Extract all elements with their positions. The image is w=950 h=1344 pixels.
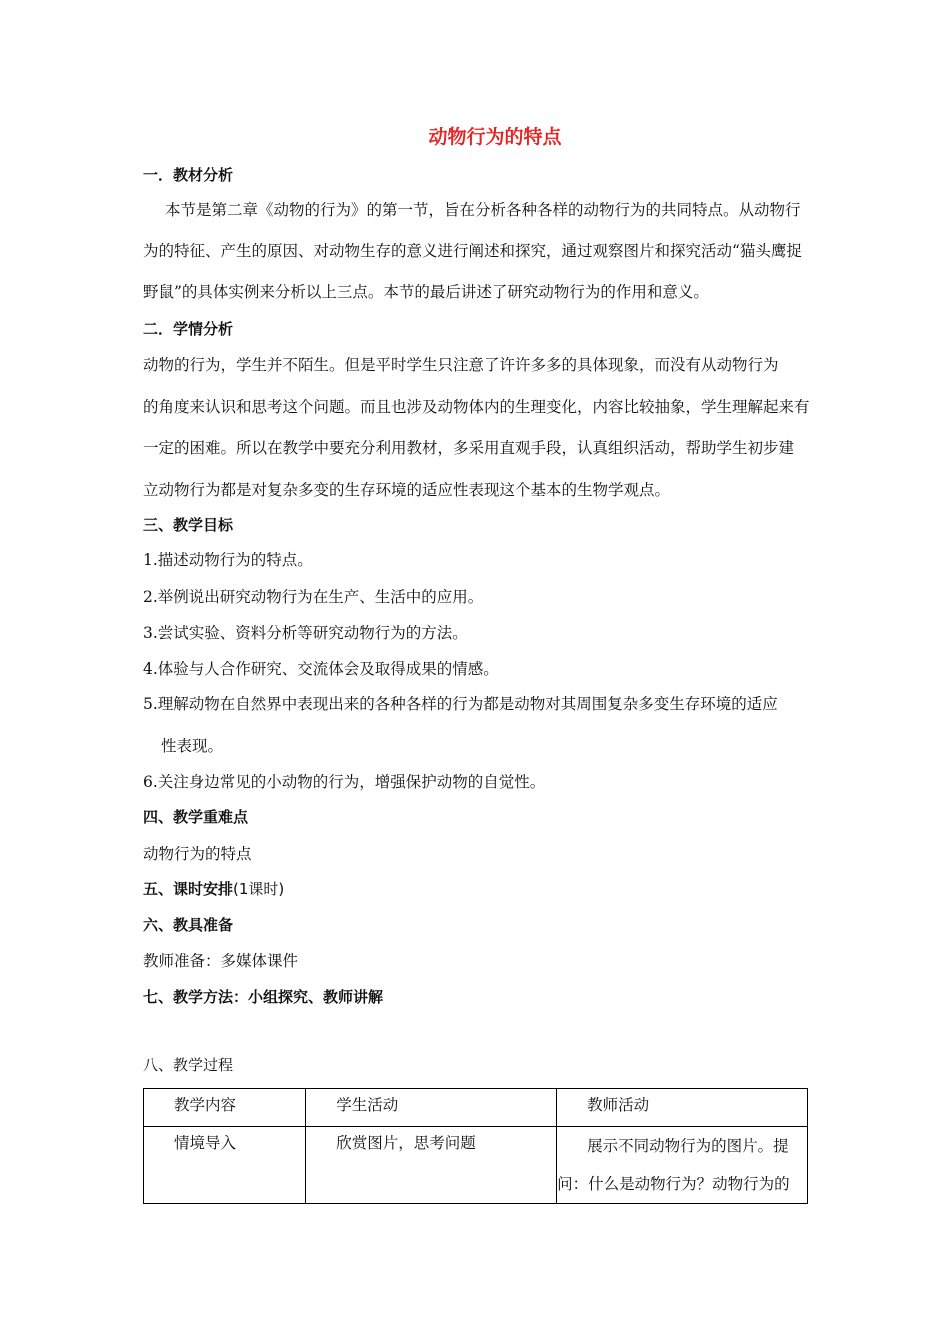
section-heading-teaching-aids: 六、教具准备 bbox=[143, 916, 234, 934]
table-cell-content: 情境导入 bbox=[144, 1127, 306, 1204]
section-heading-teaching-goals: 三、教学目标 bbox=[143, 516, 234, 534]
paragraph-line: 为的特征、产生的原因、对动物生存的意义进行阐述和探究，通过观察图片和探究活动“猫头鹰捉 bbox=[143, 242, 802, 260]
table-header-cell: 教师活动 bbox=[557, 1089, 808, 1127]
table-header-row bbox=[144, 1089, 808, 1127]
goal-item: 1.描述动物行为的特点。 bbox=[143, 551, 313, 569]
key-points-text: 动物行为的特点 bbox=[143, 845, 252, 863]
goal-item: 6.关注身边常见的小动物的行为，增强保护动物的自觉性。 bbox=[143, 773, 546, 791]
goal-item: 5.理解动物在自然界中表现出来的各种各样的行为都是动物对其周围复杂多变生存环境的适应 bbox=[143, 695, 778, 713]
goal-item: 4.体验与人合作研究、交流体会及取得成果的情感。 bbox=[143, 660, 499, 678]
table-header-cell: 学生活动 bbox=[306, 1089, 557, 1127]
section-heading-schedule bbox=[143, 878, 284, 899]
document-title: 动物行为的特点 bbox=[428, 126, 562, 148]
goal-item: 3.尝试实验、资料分析等研究动物行为的方法。 bbox=[143, 624, 468, 642]
section-heading-teaching-methods: 七、教学方法：小组探究、教师讲解 bbox=[143, 988, 384, 1006]
paragraph-line: 野鼠”的具体实例来分析以上三点。本节的最后讲述了研究动物行为的作用和意义。 bbox=[143, 283, 709, 301]
paragraph-line: 本节是第二章《动物的行为》的第一节，旨在分析各种各样的动物行为的共同特点。从动物行 bbox=[165, 201, 801, 219]
section-heading-student-analysis: 二．学情分析 bbox=[143, 320, 234, 338]
table-cell-student: 欣赏图片，思考问题 bbox=[306, 1127, 557, 1204]
section-heading-key-points: 四、教学重难点 bbox=[143, 808, 249, 826]
goal-item: 2.举例说出研究动物行为在生产、生活中的应用。 bbox=[143, 588, 484, 606]
table-cell-teacher: 展示不同动物行为的图片。提 问：什么是动物行为？动物行为的 bbox=[557, 1127, 808, 1204]
goal-item-continuation: 性表现。 bbox=[161, 737, 224, 755]
paragraph-line: 一定的困难。所以在教学中要充分利用教材，多采用直观手段，认真组织活动，帮助学生初步建 bbox=[143, 439, 795, 457]
schedule-note: (1课时) bbox=[233, 880, 285, 898]
table-header-cell: 教学内容 bbox=[144, 1089, 306, 1127]
schedule-heading-text: 五、课时安排 bbox=[143, 880, 234, 898]
teaching-process-table bbox=[143, 1088, 808, 1204]
paragraph-line: 立动物行为都是对复杂多变的生存环境的适应性表现这个基本的生物学观点。 bbox=[143, 481, 671, 499]
section-heading-teaching-process: 八、教学过程 bbox=[143, 1056, 234, 1074]
paragraph-line: 动物的行为，学生并不陌生。但是平时学生只注意了许许多多的具体现象，而没有从动物行为 bbox=[143, 356, 779, 374]
teaching-aids-text: 教师准备：多媒体课件 bbox=[143, 952, 299, 970]
section-heading-textbook-analysis: 一．教材分析 bbox=[143, 166, 234, 184]
paragraph-line: 的角度来认识和思考这个问题。而且也涉及动物体内的生理变化，内容比较抽象，学生理解起来有 bbox=[143, 398, 810, 416]
table-row bbox=[144, 1127, 808, 1204]
